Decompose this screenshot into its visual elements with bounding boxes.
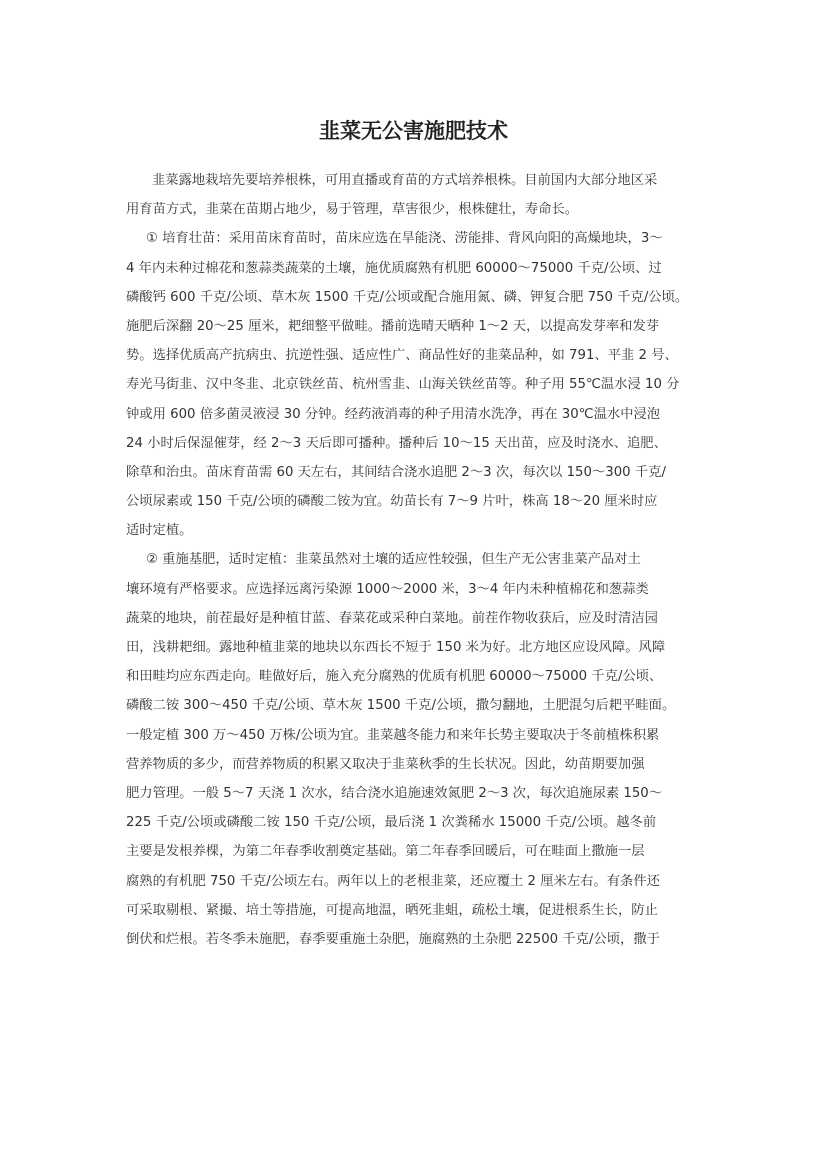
text-line: 施肥后深翻 20～25 厘米，耙细整平做畦。播前选晴天晒种 1～2 天，以提高发芽率和发芽 xyxy=(126,318,660,334)
text-line: 一般定植 300 万～450 万株/公顷为宜。韭菜越冬能力和来年长势主要取决于冬前植株积累 xyxy=(126,727,660,743)
text-line: 倒伏和烂根。若冬季未施肥，春季要重施土杂肥，施腐熟的土杂肥 22500 千克/公顷，撒于 xyxy=(126,931,660,947)
text-line: 韭菜露地栽培先要培养根株，可用直播或育苗的方式培养根株。目前国内大部分地区采 xyxy=(152,173,658,188)
text-line: 壤环境有严格要求。应选择远离污染源 1000～2000 米，3～4 年内未种植棉花和葱蒜类 xyxy=(126,581,649,597)
text-line: ① 培育壮苗：采用苗床育苗时，苗床应选在旱能浇、涝能排、背风向阳的高燥地块，3～ xyxy=(146,231,663,247)
text-line: 肥力管理。一般 5～7 天浇 1 次水，结合浇水追施速效氮肥 2～3 次，每次追施尿素 150～ xyxy=(126,785,663,801)
text-line: 势。选择优质高产抗病虫、抗逆性强、适应性广、商品性好的韭菜品种，如 791、平韭 2 号、 xyxy=(126,348,678,364)
text-line: 4 年内未种过棉花和葱蒜类蔬菜的土壤，施优质腐熟有机肥 60000～75000 千克/公顷、过 xyxy=(126,260,662,276)
text-line: 除草和治虫。苗床育苗需 60 天左右，其间结合浇水追肥 2～3 次，每次以 150～300 千克/ xyxy=(126,464,666,480)
text-line: 钟或用 600 倍多菌灵液浸 30 分钟。经药液消毒的种子用清水洗净，再在 30℃温水中浸泡 xyxy=(126,406,661,422)
text-line: 磷酸二铵 300～450 千克/公顷、草木灰 1500 千克/公顷，撒匀翻地，土肥混匀后耙平畦面。 xyxy=(126,698,676,714)
document-body xyxy=(126,166,709,954)
text-line: 田，浅耕耙细。露地种植韭菜的地块以东西长不短于 150 米为好。北方地区应设风障。风障 xyxy=(126,640,666,655)
text-line: ② 重施基肥，适时定植：韭菜虽然对土壤的适应性较强，但生产无公害韭菜产品对土 xyxy=(146,552,641,568)
text-line: 蔬菜的地块，前茬最好是种植甘蓝、春菜花或采种白菜地。前茬作物收获后，应及时清洁园 xyxy=(126,610,658,626)
text-line: 磷酸钙 600 千克/公顷、草木灰 1500 千克/公顷或配合施用氮、磷、钾复合肥 750 千克/公顷。 xyxy=(126,289,689,305)
text-line: 主要是发根养棵，为第二年春季收割奠定基础。第二年春季回暖后，可在畦面上撒施一层 xyxy=(126,844,645,860)
text-line: 公顷尿素或 150 千克/公顷的磷酸二铵为宜。幼苗长有 7～9 片叶，株高 18～20 厘米时应 xyxy=(126,494,658,510)
text-line: 24 小时后保湿催芽，经 2～3 天后即可播种。播种后 10～15 天出苗，应及时浇水、追肥、 xyxy=(126,435,667,451)
document-title: 韭菜无公害施肥技术 xyxy=(319,118,508,143)
text-line: 225 千克/公顷或磷酸二铵 150 千克/公顷，最后浇 1 次粪稀水 15000 千克/公顷。越冬前 xyxy=(126,815,657,831)
text-line: 营养物质的多少，而营养物质的积累又取决于韭菜秋季的生长状况。因此，幼苗期要加强 xyxy=(126,756,645,772)
text-line: 适时定植。 xyxy=(126,523,193,539)
text-line: 用育苗方式，韭菜在苗期占地少，易于管理，草害很少，根株健壮，寿命长。 xyxy=(126,202,579,218)
text-line: 和田畦均应东西走向。畦做好后，施入充分腐熟的优质有机肥 60000～75000 千克/公顷、 xyxy=(126,669,663,685)
text-line: 寿光马街韭、汉中冬韭、北京铁丝苗、杭州雪韭、山海关铁丝苗等。种子用 55℃温水浸 10 分 xyxy=(126,377,680,393)
text-line: 可采取剔根、紧撮、培土等措施，可提高地温，晒死韭蛆，疏松土壤，促进根系生长，防止 xyxy=(126,902,658,918)
text-line: 腐熟的有机肥 750 千克/公顷左右。两年以上的老根韭菜，还应覆土 2 厘米左右。有条件还 xyxy=(126,873,660,889)
